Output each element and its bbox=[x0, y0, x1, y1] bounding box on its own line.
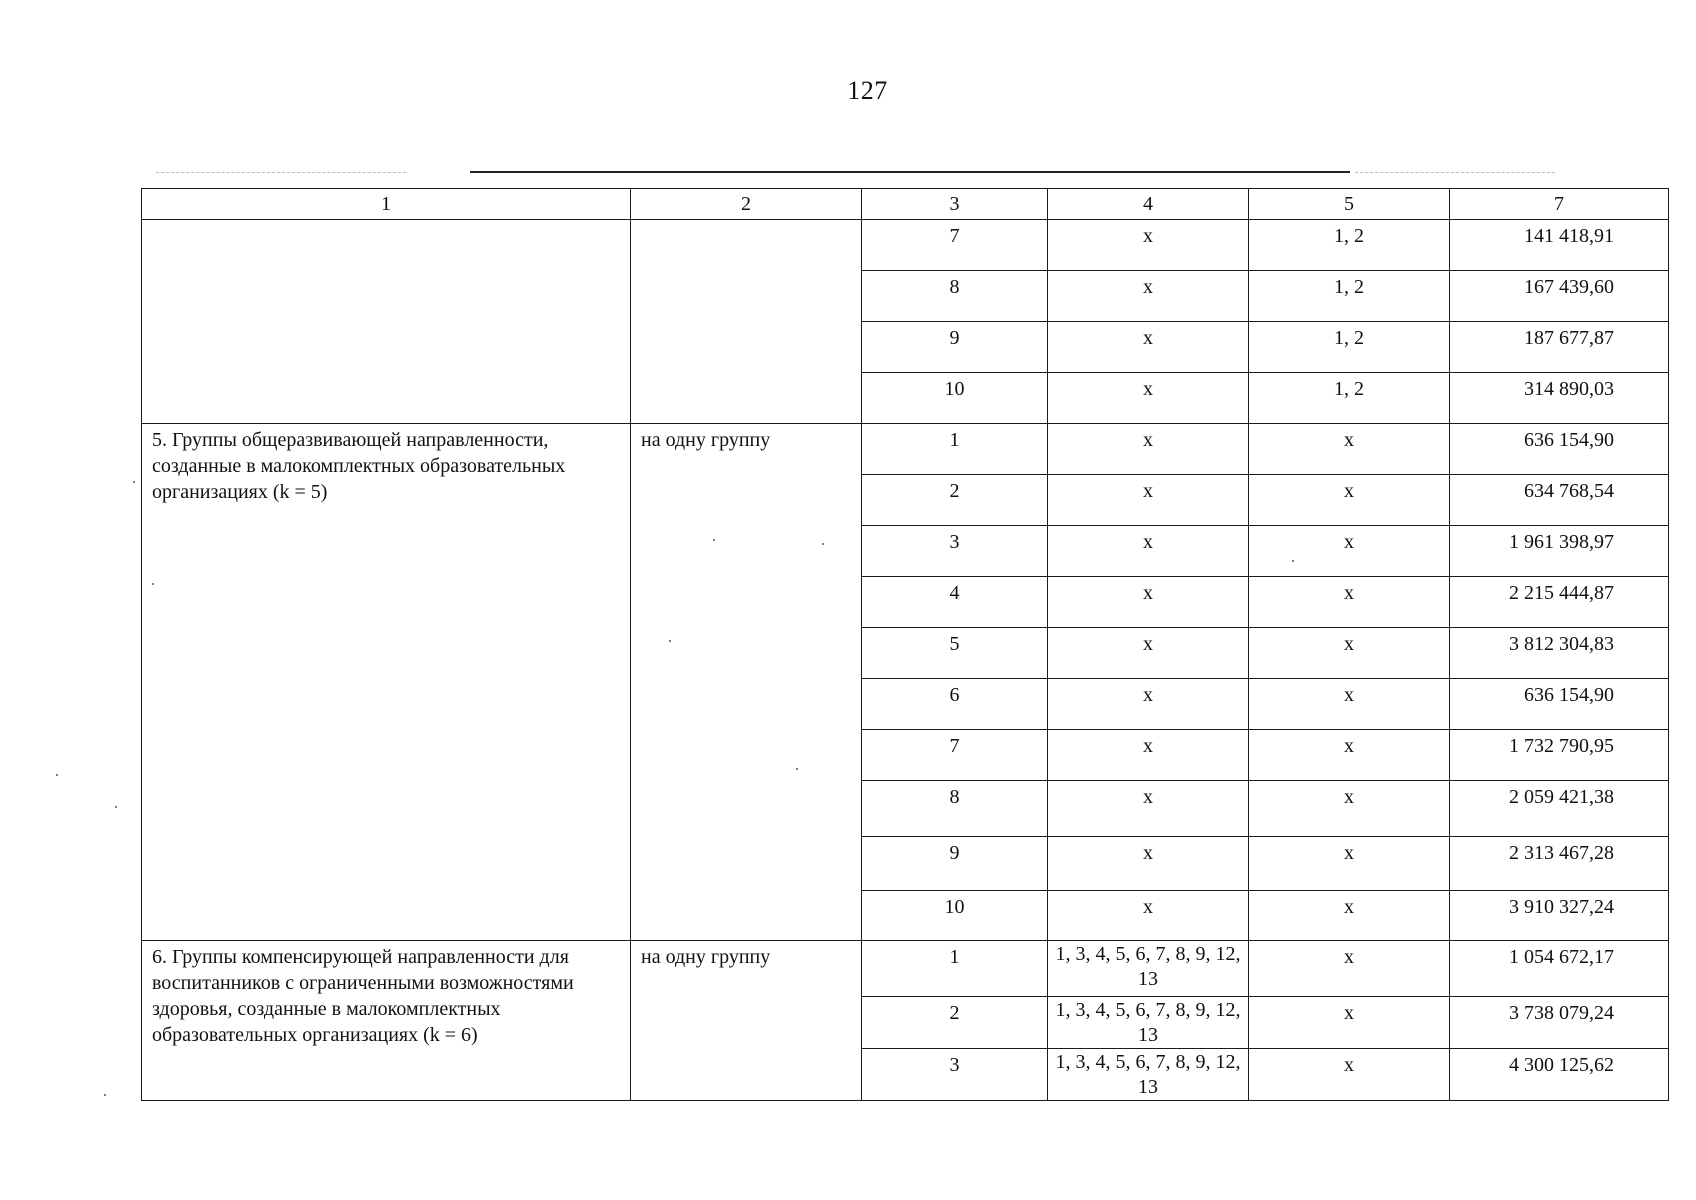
table-cell: 1, 2 bbox=[1334, 225, 1364, 247]
table-header-row bbox=[142, 189, 1669, 220]
table-cell: 4 bbox=[949, 582, 960, 604]
table-cell: 10 bbox=[944, 378, 965, 400]
table-cell: 636 154,90 bbox=[1524, 684, 1614, 706]
table-cell: 1, 3, 4, 5, 6, 7, 8, 9, 12, 13 bbox=[1055, 1051, 1241, 1098]
table-cell: х bbox=[1143, 480, 1153, 502]
table-cell: х bbox=[1344, 1002, 1354, 1024]
table-cell: х bbox=[1143, 842, 1153, 864]
table-cell: 1, 3, 4, 5, 6, 7, 8, 9, 12, 13 bbox=[1055, 943, 1241, 990]
table-cell: х bbox=[1344, 480, 1354, 502]
table-cell: 1 961 398,97 bbox=[1509, 531, 1614, 553]
table-cell: 1 bbox=[949, 946, 960, 968]
column-header: 2 bbox=[631, 189, 862, 220]
table-cell: х bbox=[1344, 842, 1354, 864]
page-number: 127 bbox=[847, 76, 888, 105]
table-cell: х bbox=[1143, 276, 1153, 298]
table-row bbox=[142, 941, 1669, 997]
table-cell: 8 bbox=[949, 276, 960, 298]
table-cell: 167 439,60 bbox=[1524, 276, 1614, 298]
table-cell: 1, 2 bbox=[1334, 276, 1364, 298]
group-unit bbox=[631, 220, 862, 424]
column-header: 7 bbox=[1450, 189, 1669, 220]
table-cell: х bbox=[1143, 378, 1153, 400]
scan-speck bbox=[822, 543, 824, 545]
group-description bbox=[142, 220, 631, 424]
table-cell: 3 738 079,24 bbox=[1509, 1002, 1614, 1024]
table-cell: х bbox=[1344, 684, 1354, 706]
table-cell: 187 677,87 bbox=[1524, 327, 1614, 349]
table-cell: 1 bbox=[949, 429, 960, 451]
scan-speck bbox=[152, 583, 154, 585]
table-cell: 2 215 444,87 bbox=[1509, 582, 1614, 604]
group-description: 6. Группы компенсирующей направленности для воспитанников с ограниченными возможностями здоровья, созданные в малокомплектных образовательных организациях (k = 6) bbox=[142, 941, 631, 1101]
group-unit: на одну группу bbox=[631, 941, 862, 1101]
table-cell: 2 bbox=[949, 1002, 960, 1024]
table-cell: 1 732 790,95 bbox=[1509, 735, 1614, 757]
table-cell: х bbox=[1143, 327, 1153, 349]
table-cell: х bbox=[1344, 531, 1354, 553]
table-cell: х bbox=[1344, 429, 1354, 451]
table-cell: х bbox=[1344, 946, 1354, 968]
column-header: 3 bbox=[862, 189, 1048, 220]
table-cell: х bbox=[1143, 735, 1153, 757]
scan-speck bbox=[796, 768, 798, 770]
group-description: 5. Группы общеразвивающей направленности, созданные в малокомплектных образовательных организациях (k = 5) bbox=[142, 424, 631, 941]
table-cell: 2 059 421,38 bbox=[1509, 786, 1614, 808]
table-cell: 141 418,91 bbox=[1524, 225, 1614, 247]
table-cell: 3 bbox=[949, 1054, 960, 1076]
table-row bbox=[142, 220, 1669, 271]
table-cell: 9 bbox=[949, 327, 960, 349]
column-header: 4 bbox=[1048, 189, 1249, 220]
table-cell: 9 bbox=[949, 842, 960, 864]
table-cell: х bbox=[1143, 582, 1153, 604]
table-cell: х bbox=[1143, 531, 1153, 553]
table-cell: 1, 2 bbox=[1334, 378, 1364, 400]
table-row bbox=[142, 424, 1669, 475]
table-cell: 10 bbox=[944, 896, 965, 918]
table-top-rule-faint bbox=[1355, 172, 1555, 173]
table-cell: 8 bbox=[949, 786, 960, 808]
table-cell: 2 313 467,28 bbox=[1509, 842, 1614, 864]
scan-speck bbox=[1292, 560, 1294, 562]
table-cell: х bbox=[1143, 684, 1153, 706]
table-cell: 3 bbox=[949, 531, 960, 553]
table-cell: 636 154,90 bbox=[1524, 429, 1614, 451]
column-header: 1 bbox=[142, 189, 631, 220]
scan-speck bbox=[56, 774, 58, 776]
table-cell: 3 812 304,83 bbox=[1509, 633, 1614, 655]
table-cell: х bbox=[1143, 633, 1153, 655]
table-cell: 634 768,54 bbox=[1524, 480, 1614, 502]
table-cell: х bbox=[1344, 582, 1354, 604]
scan-speck bbox=[115, 806, 117, 808]
table-cell: х bbox=[1344, 786, 1354, 808]
scan-speck bbox=[133, 481, 135, 483]
table-cell: 7 bbox=[949, 735, 960, 757]
table-cell: х bbox=[1143, 786, 1153, 808]
table-cell: х bbox=[1143, 429, 1153, 451]
table-top-rule-faint bbox=[156, 172, 406, 173]
table-cell: х bbox=[1143, 896, 1153, 918]
table-cell: 1 054 672,17 bbox=[1509, 946, 1614, 968]
table-cell: х bbox=[1344, 735, 1354, 757]
column-header: 5 bbox=[1249, 189, 1450, 220]
table-cell: х bbox=[1344, 896, 1354, 918]
table-cell: 2 bbox=[949, 480, 960, 502]
table-cell: 1, 2 bbox=[1334, 327, 1364, 349]
table-cell: 7 bbox=[949, 225, 960, 247]
table-cell: 1, 3, 4, 5, 6, 7, 8, 9, 12, 13 bbox=[1055, 999, 1241, 1046]
table-cell: 4 300 125,62 bbox=[1509, 1054, 1614, 1076]
table-cell: 6 bbox=[949, 684, 960, 706]
scan-speck bbox=[713, 539, 715, 541]
group-unit: на одну группу bbox=[631, 424, 862, 941]
scan-speck bbox=[104, 1094, 106, 1096]
table-cell: х bbox=[1344, 633, 1354, 655]
table-cell: х bbox=[1143, 225, 1153, 247]
table-cell: 5 bbox=[949, 633, 960, 655]
table-cell: х bbox=[1344, 1054, 1354, 1076]
tariff-table bbox=[141, 188, 1669, 1101]
table-cell: 314 890,03 bbox=[1524, 378, 1614, 400]
table-top-rule bbox=[470, 171, 1350, 173]
scan-speck bbox=[669, 640, 671, 642]
table-cell: 3 910 327,24 bbox=[1509, 896, 1614, 918]
